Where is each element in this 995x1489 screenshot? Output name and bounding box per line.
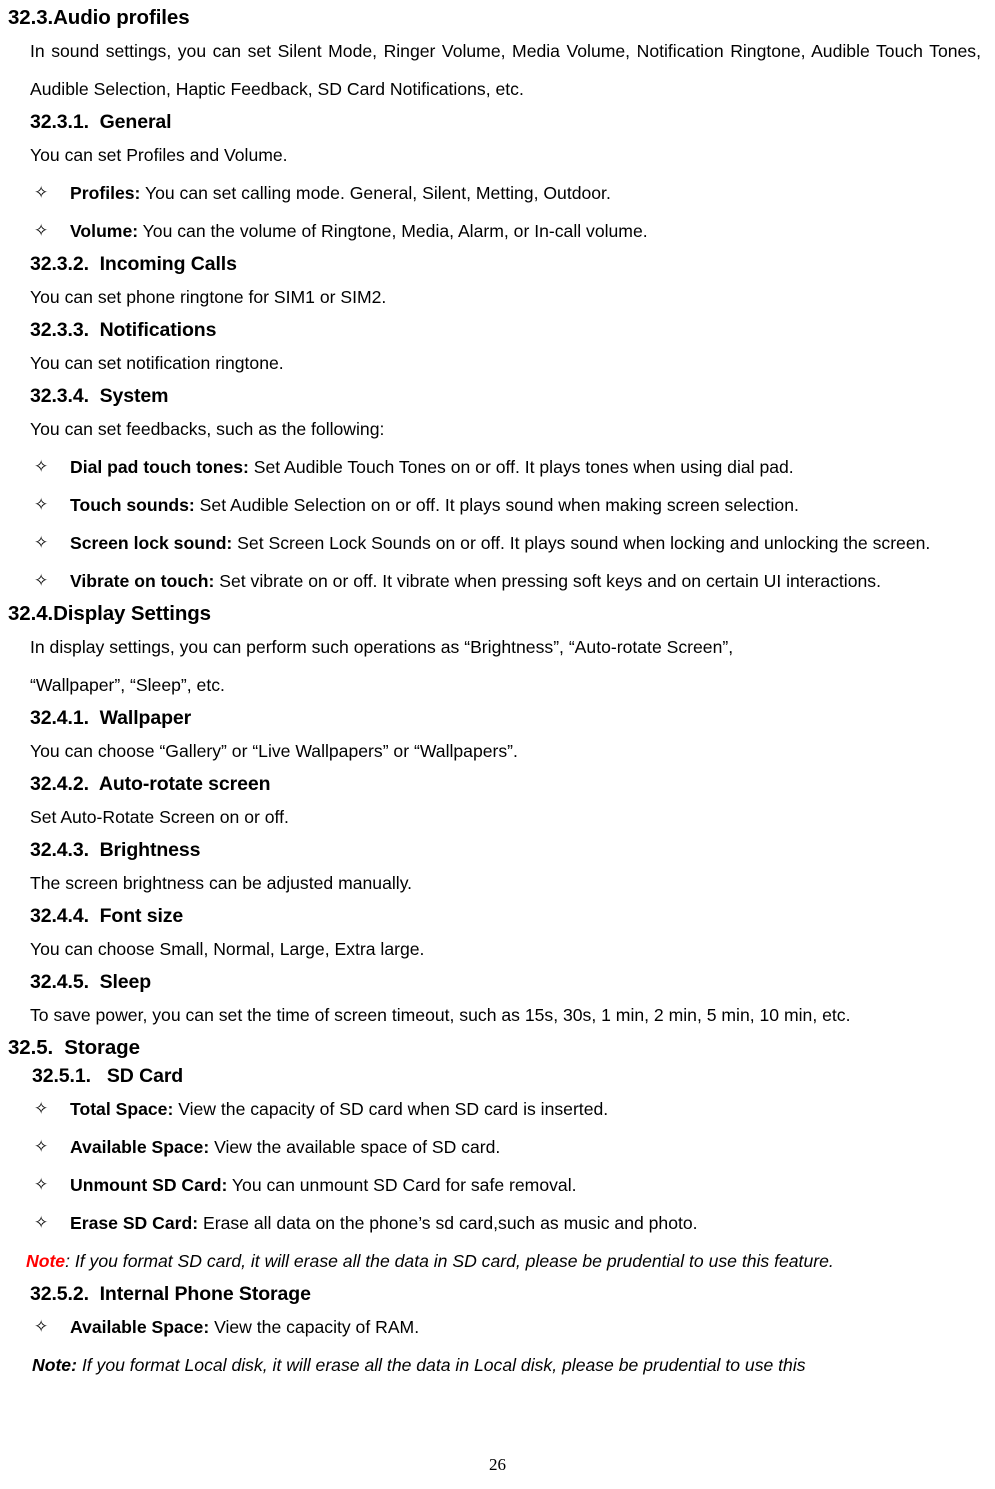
heading-font-size: 32.4.4. Font size bbox=[30, 905, 184, 927]
list-item bbox=[30, 448, 985, 486]
list-item-term: Dial pad touch tones: bbox=[70, 457, 249, 477]
paragraph-font-size-intro: You can choose Small, Normal, Large, Extra large. bbox=[30, 939, 425, 959]
paragraph-sleep-intro: To save power, you can set the time of screen timeout, such as 15s, 30s, 1 min, 2 min, 5 min, 10 min, etc. bbox=[30, 1005, 851, 1025]
heading-system: 32.3.4. System bbox=[30, 385, 169, 407]
list-item bbox=[30, 1090, 985, 1128]
list-item-term: Screen lock sound: bbox=[70, 533, 233, 553]
note-label: Note: bbox=[32, 1355, 77, 1375]
list-item-text: Set Audible Touch Tones on or off. It plays tones when using dial pad. bbox=[248, 457, 794, 477]
paragraph-system-intro: You can set feedbacks, such as the following: bbox=[30, 419, 385, 439]
diamond-star-bullet-icon: ✧ bbox=[34, 1317, 49, 1337]
paragraph-incoming-calls-intro: You can set phone ringtone for SIM1 or SIM2. bbox=[30, 287, 387, 307]
heading-brightness: 32.4.3. Brightness bbox=[30, 839, 201, 861]
list-item-text: Set Screen Lock Sounds on or off. It plays sound when locking and unlocking the screen. bbox=[232, 533, 931, 553]
list-item-term: Profiles: bbox=[70, 183, 141, 203]
paragraph-auto-rotate-intro: Set Auto-Rotate Screen on or off. bbox=[30, 807, 289, 827]
list-item-text: You can the volume of Ringtone, Media, Alarm, or In-call volume. bbox=[138, 221, 648, 241]
diamond-star-bullet-icon: ✧ bbox=[34, 533, 49, 553]
list-item-text: Set vibrate on or off. It vibrate when pressing soft keys and on certain UI interactions. bbox=[214, 571, 881, 591]
diamond-star-bullet-icon: ✧ bbox=[34, 1099, 49, 1119]
list-item bbox=[30, 212, 985, 250]
page-number: 26 bbox=[489, 1455, 506, 1474]
list-item-text: View the available space of SD card. bbox=[209, 1137, 501, 1157]
heading-display-settings: 32.4.Display Settings bbox=[8, 602, 211, 625]
list-item-term: Available Space: bbox=[70, 1317, 210, 1337]
list-item bbox=[30, 1166, 985, 1204]
diamond-star-bullet-icon: ✧ bbox=[34, 221, 49, 241]
list-item-text: You can unmount SD Card for safe removal. bbox=[227, 1175, 577, 1195]
note-label: Note bbox=[26, 1251, 66, 1271]
list-item-term: Vibrate on touch: bbox=[70, 571, 215, 591]
list-item bbox=[30, 562, 981, 600]
note-sd-card bbox=[26, 1242, 981, 1280]
paragraph-audio-profiles-intro: In sound settings, you can set Silent Mode, Ringer Volume, Media Volume, Notification Ringtone, Audible Touch Tones, Audible Selection, Haptic Feedback, SD Card Notifications, etc. bbox=[30, 41, 981, 99]
diamond-star-bullet-icon: ✧ bbox=[34, 571, 49, 591]
list-item bbox=[30, 1128, 985, 1166]
list-item bbox=[30, 524, 981, 562]
heading-audio-profiles: 32.3.Audio profiles bbox=[8, 6, 190, 29]
list-item-text: Erase all data on the phone’s sd card,such as music and photo. bbox=[198, 1213, 698, 1233]
note-text: : If you format SD card, it will erase all the data in SD card, please be prudential to use this feature. bbox=[65, 1251, 834, 1271]
diamond-star-bullet-icon: ✧ bbox=[34, 1175, 49, 1195]
list-item bbox=[30, 1308, 985, 1346]
list-item-term: Volume: bbox=[70, 221, 139, 241]
list-item bbox=[30, 174, 985, 212]
list-item-text: Set Audible Selection on or off. It plays sound when making screen selection. bbox=[194, 495, 799, 515]
diamond-star-bullet-icon: ✧ bbox=[34, 183, 49, 203]
heading-internal-phone-storage: 32.5.2. Internal Phone Storage bbox=[30, 1283, 311, 1305]
list-item-text: You can set calling mode. General, Silent, Metting, Outdoor. bbox=[140, 183, 611, 203]
paragraph-notifications-intro: You can set notification ringtone. bbox=[30, 353, 284, 373]
heading-notifications: 32.3.3. Notifications bbox=[30, 319, 217, 341]
diamond-star-bullet-icon: ✧ bbox=[34, 495, 49, 515]
heading-storage: 32.5. Storage bbox=[8, 1036, 140, 1059]
list-item-text: View the capacity of RAM. bbox=[209, 1317, 420, 1337]
heading-sd-card: 32.5.1. SD Card bbox=[32, 1065, 184, 1087]
paragraph-general-intro: You can set Profiles and Volume. bbox=[30, 145, 288, 165]
paragraph-wallpaper-intro: You can choose “Gallery” or “Live Wallpapers” or “Wallpapers”. bbox=[30, 741, 518, 761]
list-item-term: Available Space: bbox=[70, 1137, 210, 1157]
list-item-term: Erase SD Card: bbox=[70, 1213, 199, 1233]
heading-incoming-calls: 32.3.2. Incoming Calls bbox=[30, 253, 237, 275]
list-item bbox=[30, 1204, 985, 1242]
list-item-term: Unmount SD Card: bbox=[70, 1175, 228, 1195]
paragraph-display-settings-intro-line1: In display settings, you can perform such operations as “Brightness”, “Auto-rotate Screen”, bbox=[30, 637, 734, 657]
paragraph-display-settings-intro-line2: “Wallpaper”, “Sleep”, etc. bbox=[30, 675, 225, 695]
note-text: If you format Local disk, it will erase all the data in Local disk, please be prudential to use this bbox=[76, 1355, 806, 1375]
diamond-star-bullet-icon: ✧ bbox=[34, 457, 49, 477]
paragraph-brightness-intro: The screen brightness can be adjusted manually. bbox=[30, 873, 413, 893]
diamond-star-bullet-icon: ✧ bbox=[34, 1213, 49, 1233]
diamond-star-bullet-icon: ✧ bbox=[34, 1137, 49, 1157]
note-internal-storage bbox=[32, 1346, 981, 1384]
heading-general: 32.3.1. General bbox=[30, 111, 172, 133]
list-item bbox=[30, 486, 985, 524]
list-item-text: View the capacity of SD card when SD card is inserted. bbox=[173, 1099, 609, 1119]
list-item-term: Touch sounds: bbox=[70, 495, 195, 515]
heading-sleep: 32.4.5. Sleep bbox=[30, 971, 152, 993]
heading-auto-rotate-screen: 32.4.2. Auto-rotate screen bbox=[30, 773, 271, 795]
list-item-term: Total Space: bbox=[70, 1099, 174, 1119]
heading-wallpaper: 32.4.1. Wallpaper bbox=[30, 707, 192, 729]
